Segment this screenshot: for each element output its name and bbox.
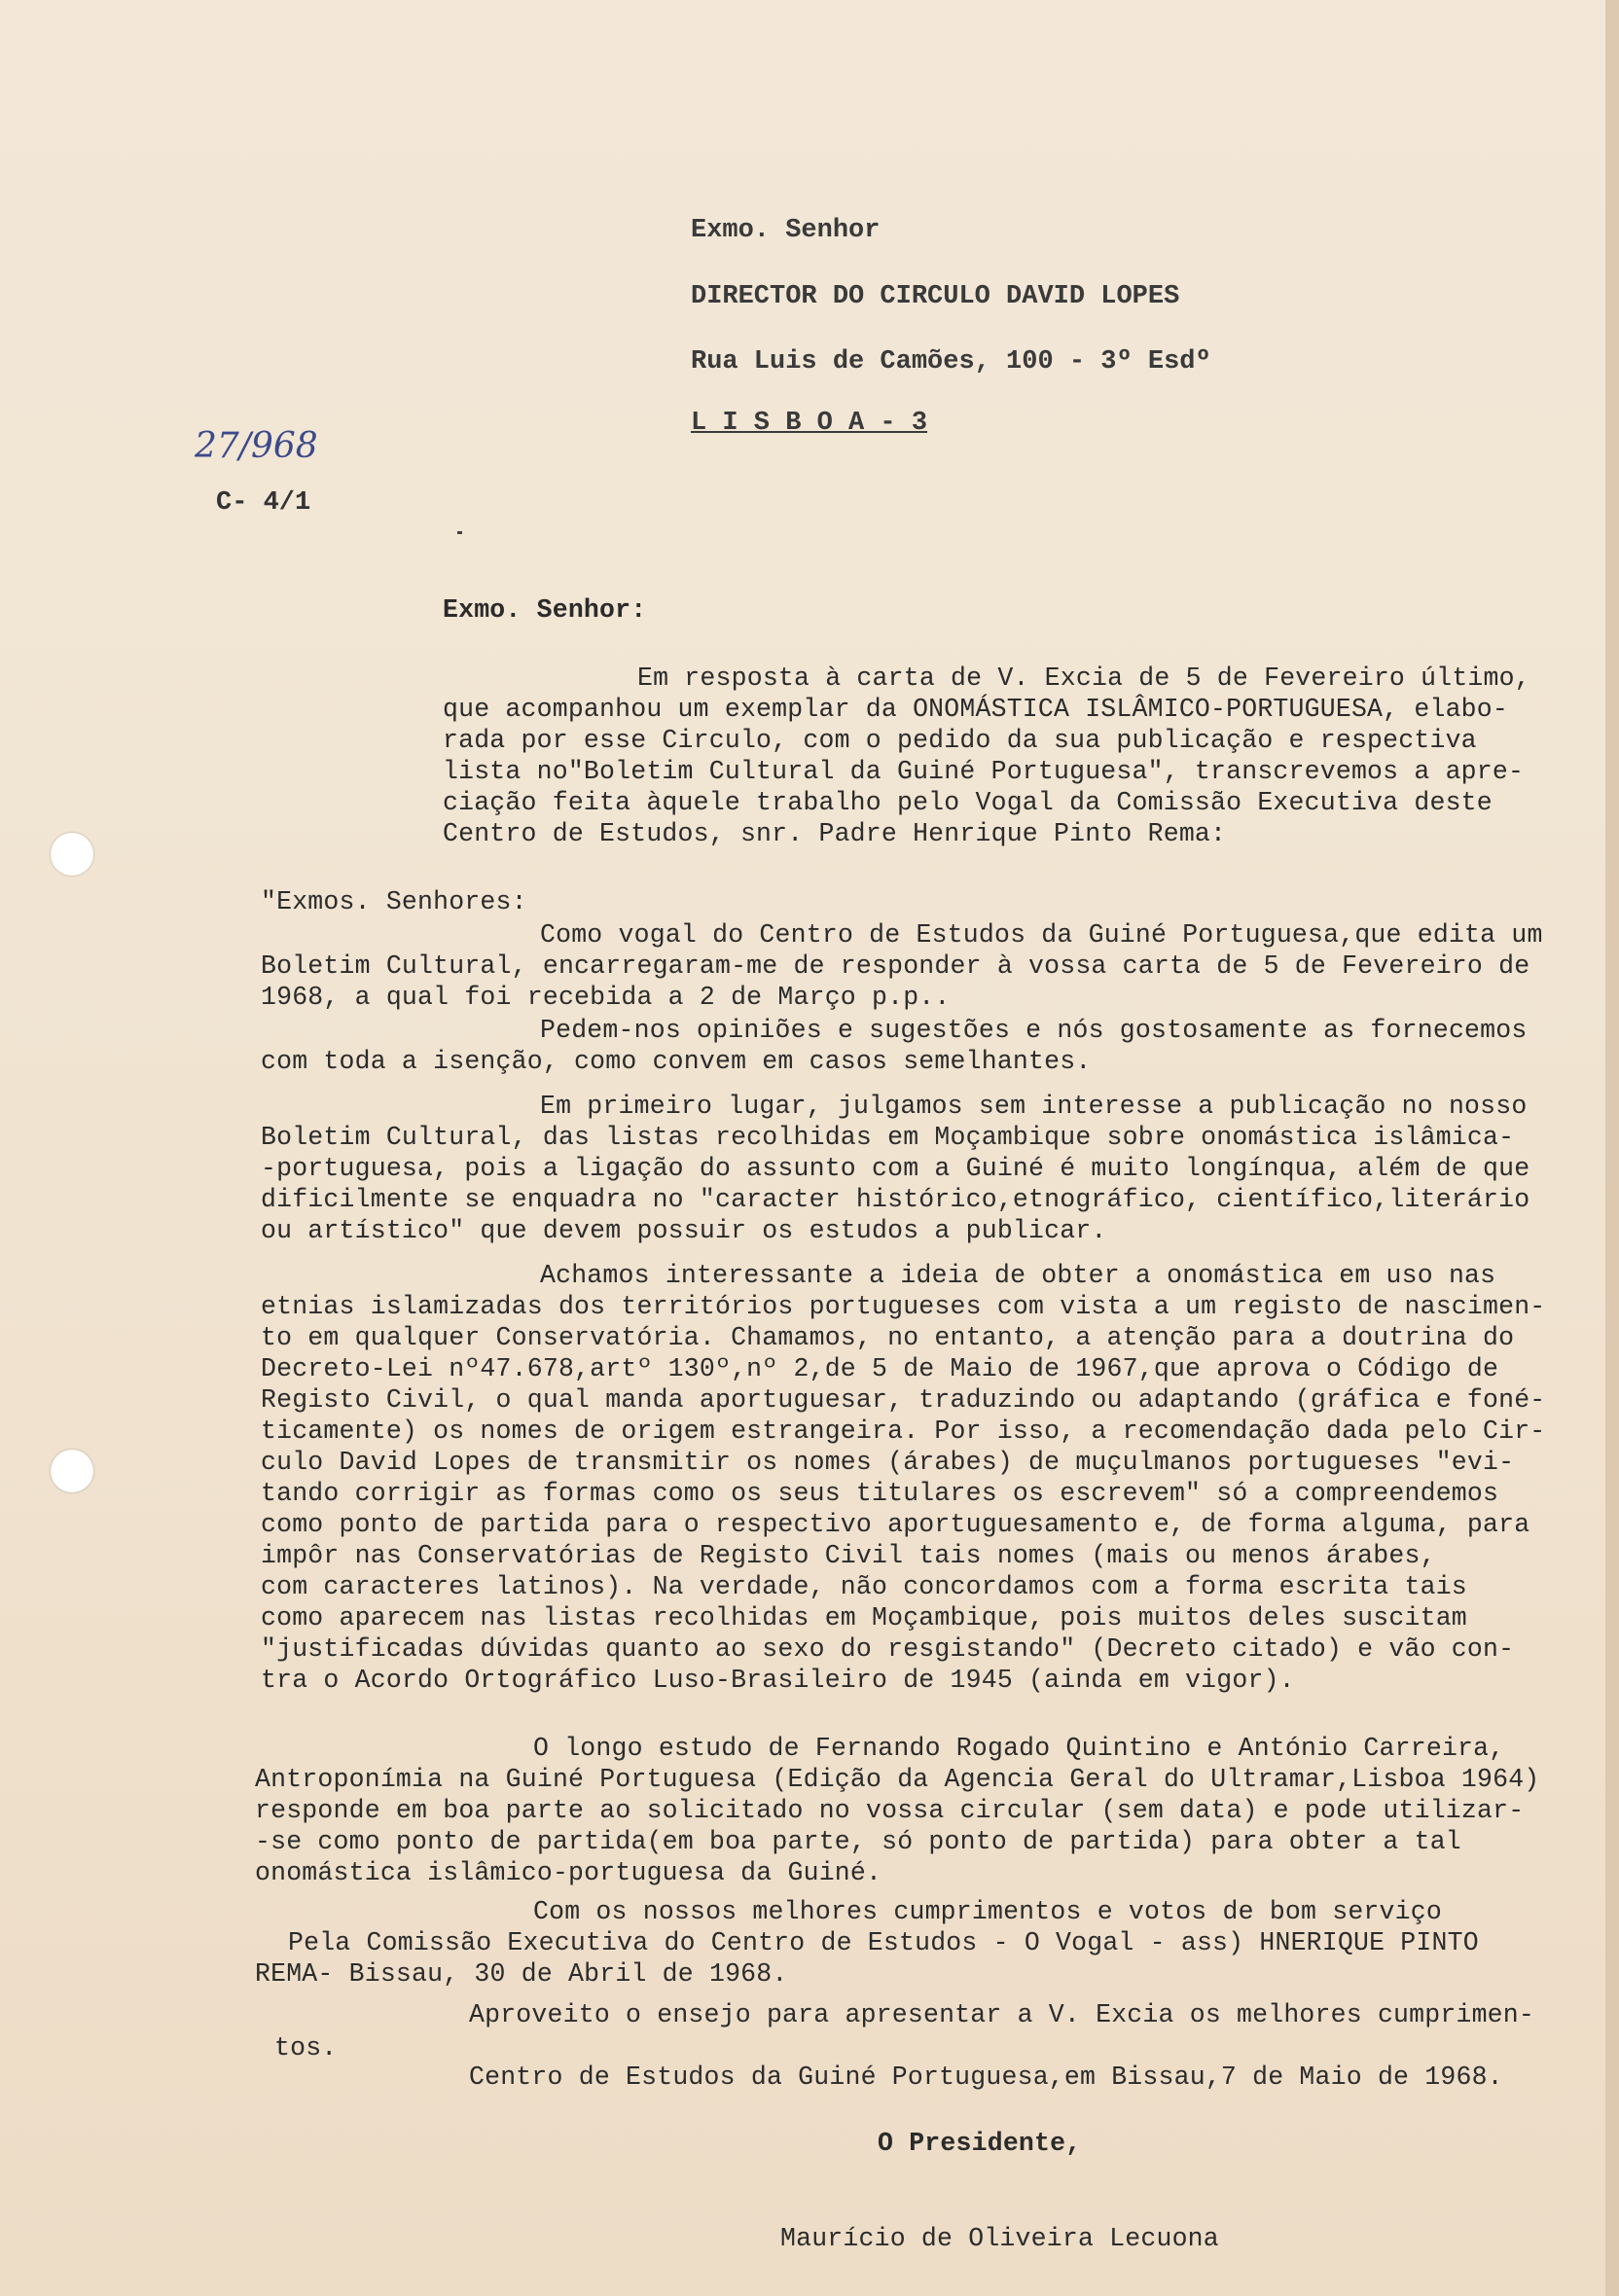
greeting: Exmo. Senhor: (443, 595, 647, 625)
body-line: Decreto-Lei nº47.678,artº 130º,nº 2,de 5 de Maio de 1967,que aprova o Código de (261, 1354, 1499, 1383)
body-line: com caracteres latinos). Na verdade, não concordamos com a forma escrita tais (261, 1572, 1467, 1601)
punch-hole (51, 833, 93, 876)
body-line: 1968, a qual foi recebida a 2 de Março p.p.. (261, 983, 951, 1012)
body-line: Registo Civil, o qual manda aportuguesar, traduzindo ou adaptando (gráfica e foné- (261, 1385, 1546, 1415)
address-recipient: DIRECTOR DO CIRCULO DAVID LOPES (691, 282, 1180, 311)
body-line: to em qualquer Conservatória. Chamamos, no entanto, a atenção para a doutrina do (261, 1323, 1515, 1352)
signature: Maurício de Oliveira Lecuona (780, 2224, 1219, 2253)
body-line: Boletim Cultural, encarregaram-me de responder à vossa carta de 5 de Fevereiro de (261, 951, 1530, 981)
address-street: Rua Luis de Camões, 100 - 3º Esdº (691, 347, 1211, 377)
body-line: "Exmos. Senhores: (261, 887, 527, 916)
body-line: Achamos interessante a ideia de obter a onomástica em uso nas (540, 1261, 1496, 1290)
body-line: que acompanhou um exemplar da ONOMÁSTICA ISLÂMICO-PORTUGUESA, elabo- (443, 695, 1508, 724)
body-line: Como vogal do Centro de Estudos da Guiné Portuguesa,que edita um (540, 920, 1543, 950)
body-line: Centro de Estudos da Guiné Portuguesa,em Bissau,7 de Maio de 1968. (469, 2063, 1503, 2092)
body-line: tando corrigir as formas como os seus titulares os escrevem" só a compreendemos (261, 1479, 1499, 1508)
body-line: Aproveito o ensejo para apresentar a V. Excia os melhores cumprimen- (469, 2000, 1534, 2029)
body-line: como ponto de partida para o respectivo aportuguesamento e, de forma alguma, para (261, 1510, 1530, 1539)
punch-hole (51, 1450, 93, 1492)
page-edge (1605, 0, 1619, 2296)
body-line: -se como ponto de partida(em boa parte, só ponto de partida) para obter a tal (255, 1827, 1461, 1856)
closing: O Presidente, (878, 2129, 1082, 2158)
body-line: ou artístico" que devem possuir os estudos a publicar. (261, 1216, 1107, 1245)
body-line: tos. (274, 2033, 338, 2063)
body-line: Antroponímia na Guiné Portuguesa (Edição da Agencia Geral do Ultramar,Lisboa 1964) (255, 1765, 1540, 1794)
body-line: tra o Acordo Ortográfico Luso-Brasileiro de 1945 (ainda em vigor). (261, 1666, 1295, 1695)
body-line: ciação feita àquele trabalho pelo Vogal da Comissão Executiva deste (443, 788, 1493, 817)
body-line: dificilmente se enquadra no "caracter histórico,etnográfico, científico,literário (261, 1185, 1530, 1214)
body-line: Pedem-nos opiniões e sugestões e nós gostosamente as fornecemos (540, 1016, 1528, 1045)
body-line: O longo estudo de Fernando Rogado Quintino e António Carreira, (533, 1734, 1505, 1763)
handwritten-reference: 27/968 (195, 426, 318, 466)
body-line: responde em boa parte ao solicitado no vossa circular (sem data) e pode utilizar- (255, 1796, 1525, 1825)
body-line: etnias islamizadas dos territórios portugueses com vista a um registo de nascimen- (261, 1292, 1546, 1321)
address-city: L I S B O A - 3 (691, 409, 928, 438)
body-line: como aparecem nas listas recolhidas em Moçambique, pois muitos deles suscitam (261, 1603, 1467, 1632)
body-line: culo David Lopes de transmitir os nomes (árabes) de muçulmanos portugueses "evi- (261, 1448, 1515, 1477)
body-line: REMA- Bissau, 30 de Abril de 1968. (255, 1959, 788, 1989)
body-line: "justificadas dúvidas quanto ao sexo do resgistando" (Decreto citado) e vão con- (261, 1634, 1515, 1664)
body-line: Em primeiro lugar, julgamos sem interesse a publicação no nosso (540, 1092, 1528, 1121)
body-line: rada por esse Circulo, com o pedido da sua publicação e respectiva (443, 726, 1477, 755)
reference-code: C- 4/1 (216, 488, 311, 518)
ink-dot (457, 531, 462, 534)
body-line: -portuguesa, pois a ligação do assunto com a Guiné é muito longínqua, além de que (261, 1154, 1530, 1183)
body-line: lista no"Boletim Cultural da Guiné Portuguesa", transcrevemos a apre- (443, 757, 1525, 786)
body-line: ticamente) os nomes de origem estrangeira. Por isso, a recomendação dada pelo Cir- (261, 1417, 1546, 1446)
body-line: Em resposta à carta de V. Excia de 5 de Fevereiro último, (637, 664, 1530, 693)
body-line: Centro de Estudos, snr. Padre Henrique Pinto Rema: (443, 819, 1227, 848)
body-line: impôr nas Conservatórias de Registo Civil tais nomes (mais ou menos árabes, (261, 1541, 1436, 1570)
body-line: Com os nossos melhores cumprimentos e votos de bom serviço (533, 1897, 1442, 1926)
body-line: com toda a isenção, como convem em casos semelhantes. (261, 1047, 1092, 1076)
address-salutation: Exmo. Senhor (691, 216, 881, 245)
body-line: onomástica islâmico-portuguesa da Guiné. (255, 1858, 882, 1887)
body-line: Boletim Cultural, das listas recolhidas em Moçambique sobre onomástica islâmica- (261, 1123, 1515, 1152)
body-line: Pela Comissão Executiva do Centro de Estudos - O Vogal - ass) HNERIQUE PINTO (288, 1928, 1479, 1957)
